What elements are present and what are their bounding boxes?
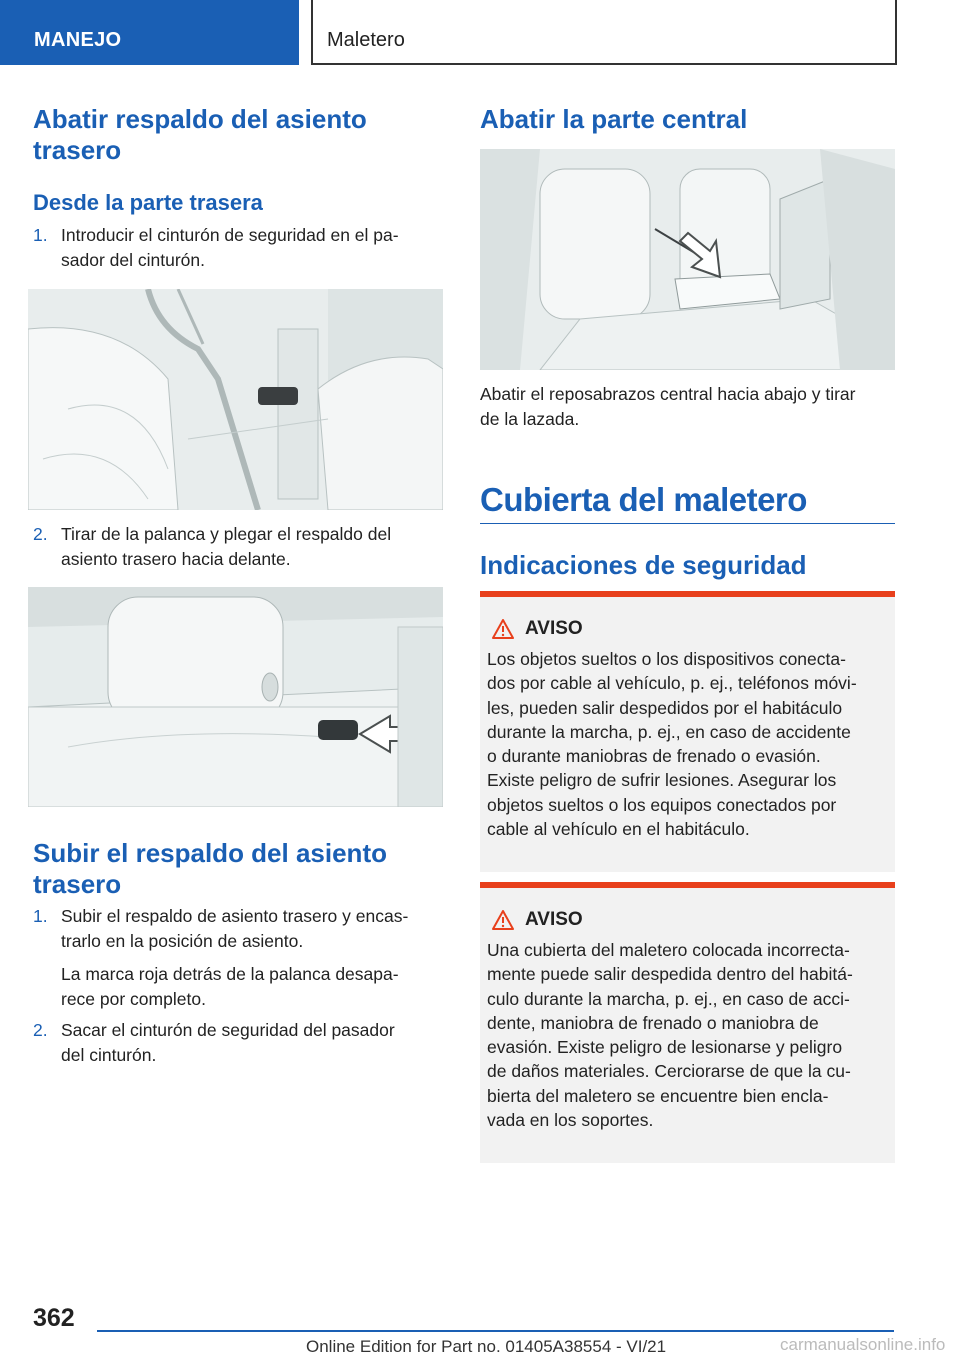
heading-line-2: trasero	[33, 869, 122, 899]
warning-line: dos por cable al vehículo, p. ej., teléfonos móvi‐	[487, 673, 857, 694]
lever-drawing	[28, 587, 443, 807]
heading-line-1: Abatir respaldo del asiento	[33, 104, 367, 134]
step-line: asiento trasero hacia delante.	[61, 549, 291, 569]
step-number: 2.	[33, 524, 48, 544]
section-tab	[0, 0, 299, 65]
chapter-header	[311, 0, 897, 65]
seatbelt-illustration	[28, 289, 443, 510]
warning-line: culo durante la marcha, p. ej., en caso de acci‐	[487, 988, 850, 1009]
fold-center-heading: Abatir la parte central	[480, 104, 748, 134]
step-number: 1.	[33, 225, 48, 245]
from-rear-subheading: Desde la parte trasera	[33, 190, 263, 215]
warning-text	[487, 647, 892, 841]
warning-line: les, pueden salir despedidos por el habitáculo	[487, 697, 843, 718]
warning-box-2	[480, 882, 895, 1163]
heading-rule	[480, 523, 895, 524]
raise-step-1	[33, 904, 443, 1008]
step-note-line: rece por completo.	[61, 989, 206, 1009]
warning-line: objetos sueltos o los equipos conectados por	[487, 794, 837, 815]
warning-bar	[480, 882, 895, 888]
seatbelt-drawing	[28, 289, 443, 510]
raise-step-2	[33, 1018, 443, 1070]
warning-line: bierta del maletero se encuentre bien encla‐	[487, 1085, 829, 1106]
step-line: Sacar el cinturón de seguridad del pasador	[61, 1020, 395, 1040]
warning-line: o durante maniobras de frenado o evasión.	[487, 746, 821, 767]
step-line: Introducir el cinturón de seguridad en el pa‐	[61, 225, 399, 245]
step-number: 2.	[33, 1020, 48, 1040]
warning-label: AVISO	[525, 618, 583, 639]
heading-line-1: Subir el respaldo del asiento	[33, 838, 387, 868]
warning-line: Una cubierta del maletero colocada incorrecta‐	[487, 940, 850, 960]
center-armrest-illustration	[480, 149, 895, 370]
step-2	[33, 522, 443, 574]
step-line: del cinturón.	[61, 1045, 157, 1065]
step-line: Tirar de la palanca y plegar el respaldo del	[61, 524, 392, 544]
warning-line: Los objetos sueltos o los dispositivos conecta‐	[487, 649, 846, 669]
heading-line-2: trasero	[33, 135, 122, 165]
chapter-label: Maletero	[327, 29, 405, 51]
section-label: MANEJO	[34, 29, 122, 51]
warning-box-1	[480, 591, 895, 872]
warning-text	[487, 938, 892, 1132]
step-text	[61, 223, 399, 273]
safety-notes-heading: Indicaciones de seguridad	[480, 550, 807, 580]
warning-line: evasión. Existe peligro de lesionarse y peligro	[487, 1037, 843, 1058]
step-text	[61, 1018, 395, 1068]
luggage-cover-heading: Cubierta del maletero	[480, 481, 807, 518]
warning-label: AVISO	[525, 909, 583, 930]
warning-line: cable al vehículo en el habitáculo.	[487, 819, 750, 840]
warning-line: de daños materiales. Cerciorarse de que la cu‐	[487, 1061, 851, 1082]
step-line: sador del cinturón.	[61, 250, 205, 270]
step-text	[61, 522, 391, 572]
step-number: 1.	[33, 906, 48, 926]
step-text	[61, 904, 408, 1012]
para-line: Abatir el reposabrazos central hacia abajo y tirar	[480, 384, 856, 404]
edition-text: Online Edition for Part no. 01405A38554 - VI/21	[306, 1337, 667, 1356]
warning-line: durante la marcha, p. ej., en caso de accidente	[487, 721, 851, 742]
watermark: carmanualsonline.info	[780, 1335, 946, 1354]
step-line: trarlo en la posición de asiento.	[61, 931, 304, 951]
warning-triangle-icon	[491, 618, 515, 640]
para-line: de la lazada.	[480, 409, 580, 429]
warning-triangle-icon	[491, 909, 515, 931]
step-line: Subir el respaldo de asiento trasero y encas‐	[61, 906, 409, 926]
warning-line: dente, maniobra de frenado o maniobra de	[487, 1012, 819, 1033]
raise-backrest-heading	[33, 838, 387, 900]
warning-bar	[480, 591, 895, 597]
armrest-drawing	[480, 149, 895, 370]
page-number: 362	[33, 1304, 75, 1332]
backrest-lever-illustration	[28, 587, 443, 807]
warning-line: vada en los soportes.	[487, 1110, 654, 1131]
footer-rule	[97, 1330, 894, 1332]
fold-rear-backrest-heading	[33, 104, 367, 166]
fold-center-text	[480, 382, 895, 432]
warning-line: mente puede salir despedida dentro del habitá‐	[487, 964, 853, 985]
step-note-line: La marca roja detrás de la palanca desapa‐	[61, 964, 399, 984]
step-1	[33, 223, 443, 275]
warning-line: Existe peligro de sufrir lesiones. Asegurar los	[487, 770, 837, 791]
